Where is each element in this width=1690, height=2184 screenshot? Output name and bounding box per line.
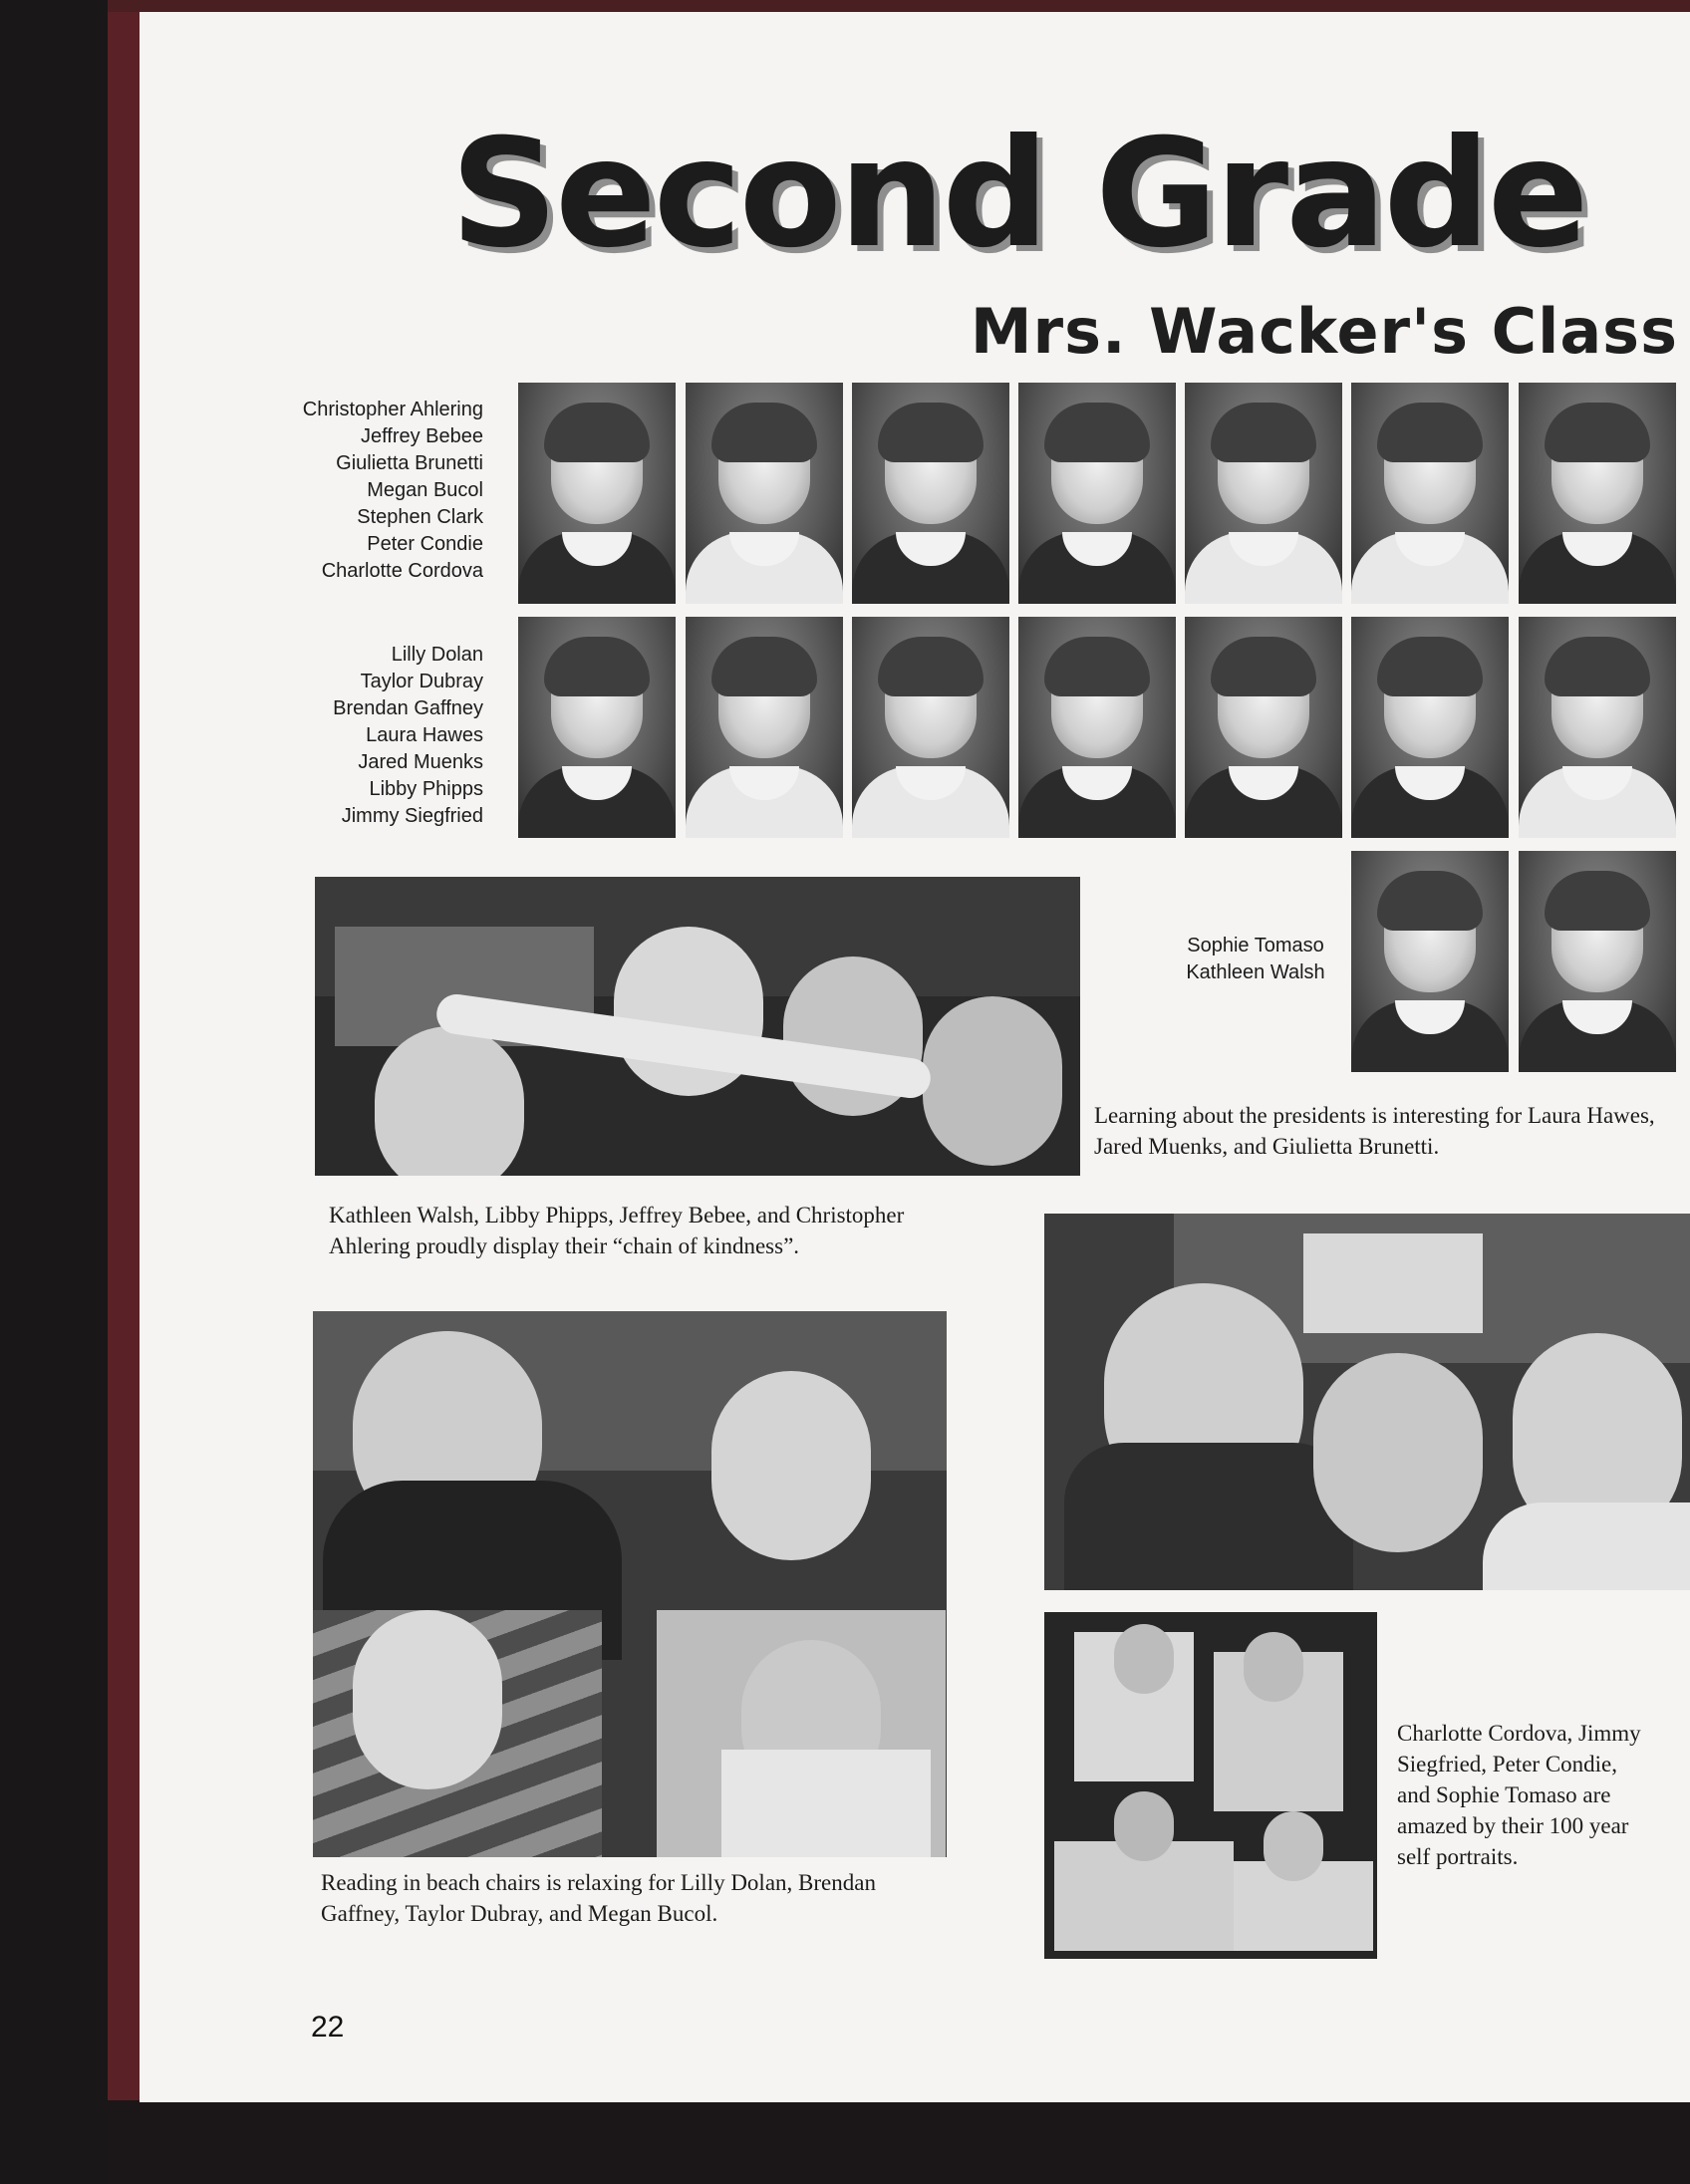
student-portrait [686, 617, 843, 838]
student-portrait [1519, 617, 1676, 838]
chain-of-kindness-photo [315, 877, 1080, 1176]
self-portraits-photo [1044, 1612, 1377, 1959]
student-name: Megan Bucol [367, 479, 483, 501]
yearbook-page [140, 12, 1690, 2102]
page-title: Second Grade [450, 108, 1586, 281]
student-portrait [1519, 383, 1676, 604]
book-cover-edge-bottom [108, 2100, 1690, 2184]
student-name: Jared Muenks [358, 751, 483, 773]
student-portrait [852, 383, 1009, 604]
student-portrait [1185, 617, 1342, 838]
portraits-photo-caption: Charlotte Cordova, Jimmy Siegfried, Peter Condie, and Sophie Tomaso are amazed by their 100 year self portraits. [1397, 1721, 1641, 1869]
student-name: Sophie Tomaso [1187, 935, 1324, 956]
presidents-photo [1044, 1214, 1690, 1590]
student-portrait [1519, 851, 1676, 1072]
student-name: Stephen Clark [357, 506, 483, 528]
presidents-photo-caption: Learning about the presidents is interesting for Laura Hawes, Jared Muenks, and Giulietta Brunetti. [1094, 1103, 1655, 1159]
name-list-row-3 [1146, 933, 1365, 986]
student-portrait [1351, 617, 1509, 838]
student-portrait [1351, 851, 1509, 1072]
student-name: Kathleen Walsh [1186, 961, 1325, 983]
beach-photo-caption: Reading in beach chairs is relaxing for Lilly Dolan, Brendan Gaffney, Taylor Dubray, and Megan Bucol. [321, 1870, 876, 1926]
class-subtitle: Mrs. Wacker's Class [970, 295, 1678, 368]
student-name: Brendan Gaffney [333, 697, 483, 719]
student-name: Peter Condie [367, 533, 483, 555]
name-list-row-2 [154, 642, 483, 830]
student-name: Christopher Ahlering [302, 399, 483, 420]
student-portrait [686, 383, 843, 604]
student-portrait [1018, 617, 1176, 838]
student-portrait [1351, 383, 1509, 604]
student-portrait [1018, 383, 1176, 604]
student-name: Laura Hawes [366, 724, 483, 746]
student-name: Taylor Dubray [360, 671, 483, 692]
book-cover-edge-left [108, 12, 143, 2104]
student-portrait [852, 617, 1009, 838]
beach-chairs-photo [313, 1311, 947, 1857]
page-number: 22 [311, 2011, 345, 2044]
student-name: Jeffrey Bebee [360, 425, 483, 447]
book-spine-shadow [0, 0, 110, 2184]
student-name: Giulietta Brunetti [336, 452, 483, 474]
name-list-row-1 [154, 397, 483, 585]
student-portrait [1185, 383, 1342, 604]
student-name: Libby Phipps [369, 778, 483, 800]
chain-photo-caption: Kathleen Walsh, Libby Phipps, Jeffrey Bebee, and Christopher Ahlering proudly display their “chain of kindness”. [329, 1203, 905, 1258]
student-portrait [518, 617, 676, 838]
student-name: Lilly Dolan [391, 644, 483, 666]
student-name: Jimmy Siegfried [341, 805, 483, 827]
student-name: Charlotte Cordova [321, 560, 483, 582]
student-portrait [518, 383, 676, 604]
